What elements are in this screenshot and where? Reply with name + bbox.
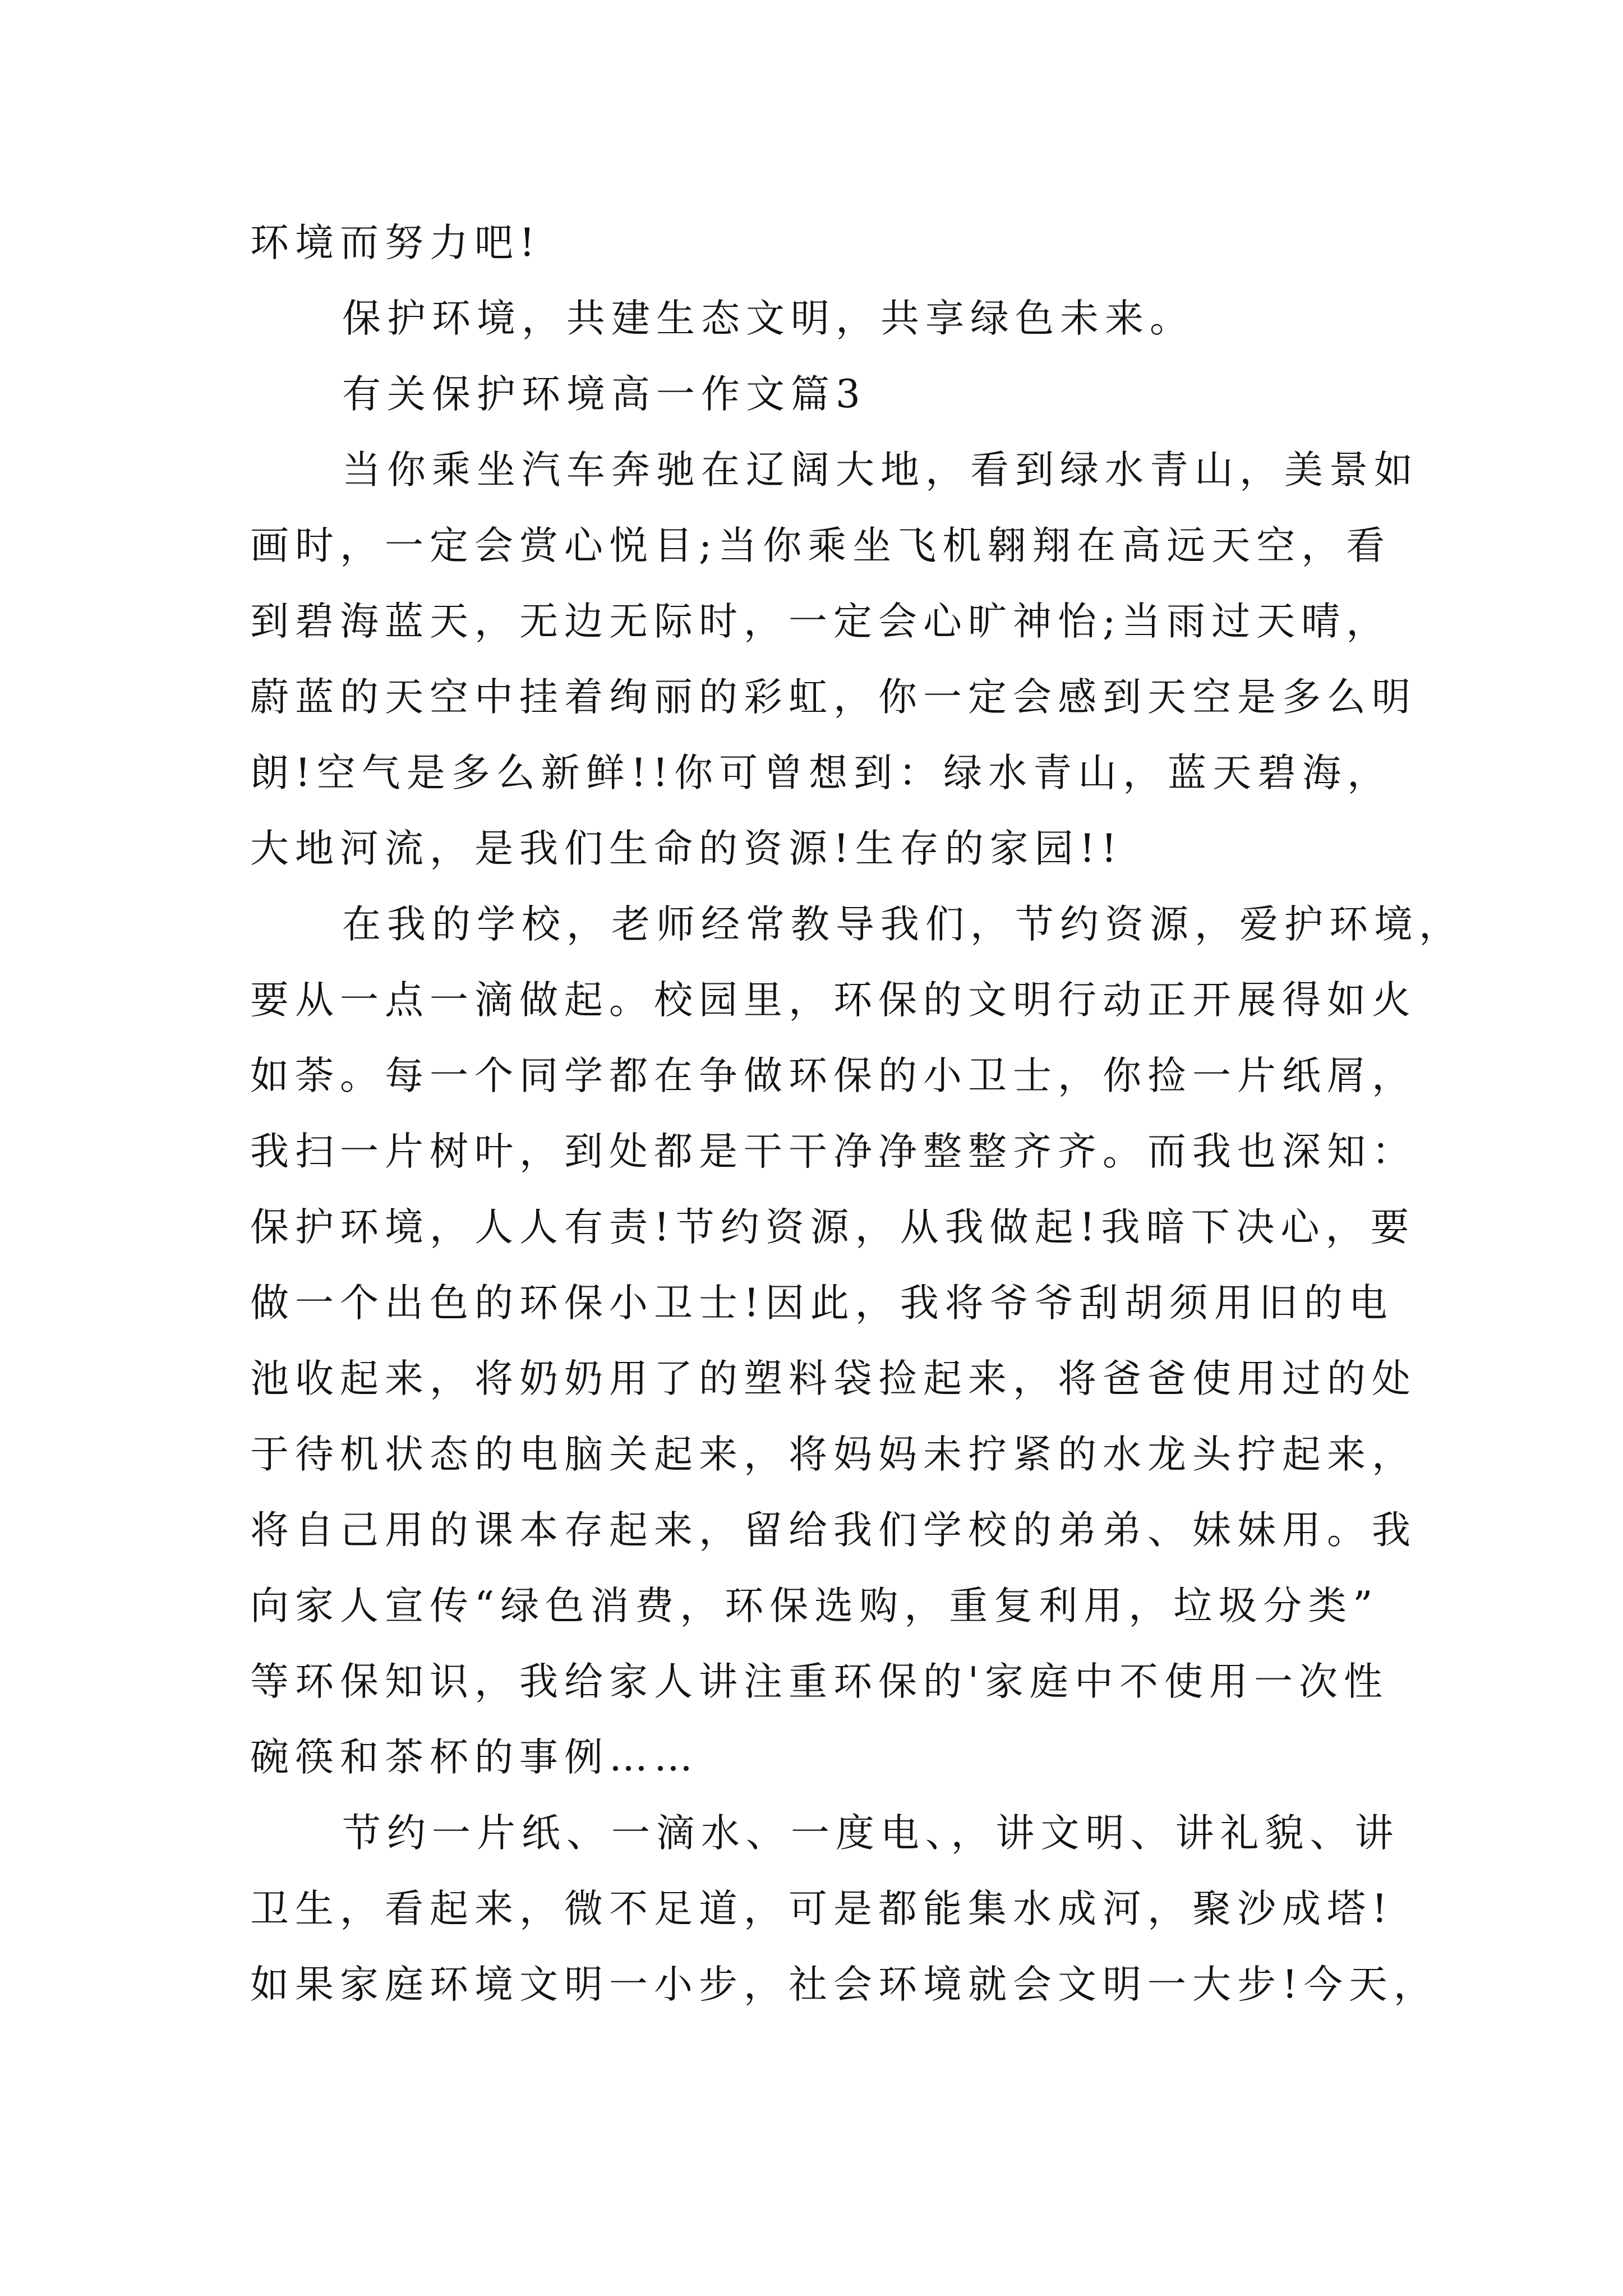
- text-line: 要从一点一滴做起。校园里，环保的文明行动正开展得如火: [250, 978, 1417, 1023]
- text-line: 池收起来，将奶奶用了的塑料袋捡起来，将爸爸使用过的处: [250, 1356, 1417, 1401]
- text-line: 如果家庭环境文明一小步，社会环境就会文明一大步!今天，: [250, 1962, 1438, 2007]
- text-line: 到碧海蓝天，无边无际时，一定会心旷神怡;当雨过天晴，: [250, 599, 1391, 644]
- text-line: 在我的学校，老师经常教导我们，节约资源，爱护环境，: [342, 902, 1464, 947]
- text-line: 大地河流，是我们生命的资源!生存的家园!!: [250, 826, 1123, 871]
- text-line: 朗!空气是多么新鲜!!你可曾想到：绿水青山，蓝天碧海，: [250, 751, 1393, 795]
- text-line: 当你乘坐汽车奔驰在辽阔大地，看到绿水青山，美景如: [342, 448, 1419, 493]
- text-line: 向家人宣传“绿色消费，环保选购，重复利用，垃圾分类”: [250, 1584, 1379, 1628]
- text-line: 于待机状态的电脑关起来，将妈妈未拧紧的水龙头拧起来，: [250, 1432, 1417, 1477]
- text-line: 如荼。每一个同学都在争做环保的小卫士，你捡一片纸屑，: [250, 1053, 1417, 1098]
- text-line: 我扫一片树叶，到处都是干干净净整整齐齐。而我也深知：: [250, 1129, 1417, 1174]
- text-line: 等环保知识，我给家人讲注重环保的'家庭中不使用一次性: [250, 1659, 1389, 1704]
- text-line: 保护环境，人人有责!节约资源，从我做起!我暗下决心，要: [250, 1205, 1415, 1250]
- text-line: 节约一片纸、一滴水、一度电、，讲文明、讲礼貌、讲: [342, 1811, 1400, 1856]
- text-line: 做一个出色的环保小卫士!因此，我将爷爷刮胡须用旧的电: [250, 1281, 1394, 1326]
- text-line: 画时，一定会赏心悦目;当你乘坐飞机翱翔在高远天空，看: [250, 523, 1391, 568]
- text-line: 卫生，看起来，微不足道，可是都能集水成河，聚沙成塔!: [250, 1887, 1394, 1931]
- text-line: 蔚蓝的天空中挂着绚丽的彩虹，你一定会感到天空是多么明: [250, 675, 1417, 720]
- text-line: 碗筷和茶杯的事例……: [250, 1735, 699, 1780]
- section-heading: 有关保护环境高一作文篇3: [342, 372, 866, 417]
- text-line: 环境而努力吧!: [250, 220, 541, 265]
- text-line: 将自己用的课本存起来，留给我们学校的弟弟、妹妹用。我: [250, 1508, 1417, 1553]
- text-line: 保护环境，共建生态文明，共享绿色未来。: [342, 296, 1195, 341]
